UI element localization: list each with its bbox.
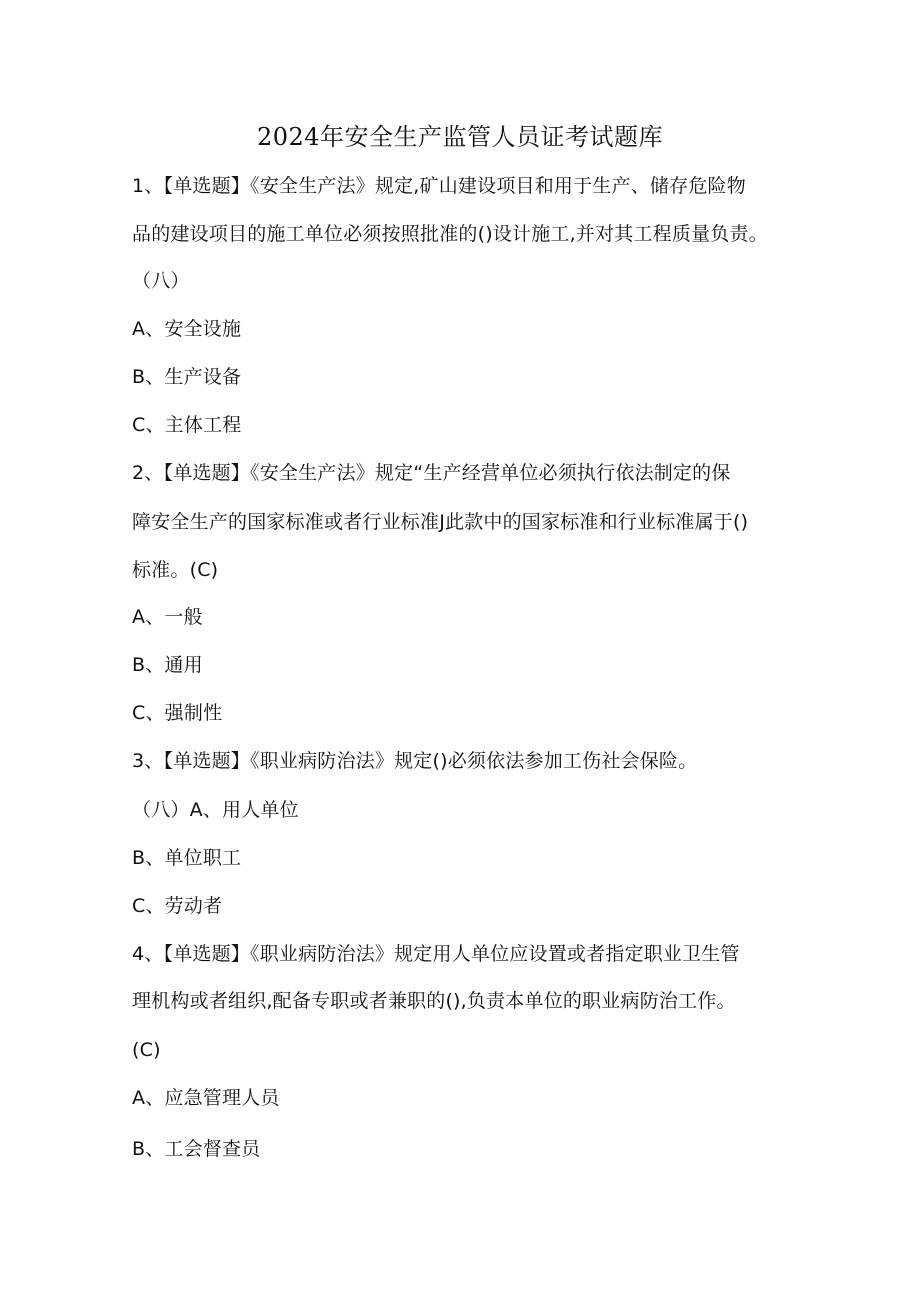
question-1-option-c: C、主体工程 (132, 414, 242, 436)
question-4-answer: (C) (132, 1039, 161, 1061)
question-1-option-b: B、生产设备 (132, 366, 242, 388)
question-3-option-b: B、单位职工 (132, 847, 242, 869)
page-title: 2024年安全生产监管人员证考试题库 (256, 123, 664, 151)
question-2-option-b: B、通用 (132, 654, 203, 676)
question-2-stem-line-2: 障安全生产的国家标准或者行业标准J此款中的国家标准和行业标准属于() (132, 511, 749, 533)
question-1-answer: （八） (132, 270, 190, 292)
question-1-stem-line-1: 1、【单选题】《安全生产法》规定,矿山建设项目和用于生产、储存危险物 (132, 175, 746, 197)
question-1-option-a: A、安全设施 (132, 318, 242, 340)
question-1-stem-line-2: 品的建设项目的施工单位必须按照批准的()设计施工,并对其工程质量负责。 (132, 223, 768, 245)
question-3-option-c: C、劳动者 (132, 895, 223, 917)
question-4-option-a: A、应急管理人员 (132, 1087, 280, 1109)
question-4-stem-line-1: 4、【单选题】《职业病防治法》规定用人单位应设置或者指定职业卫生管 (132, 943, 740, 965)
question-4-stem-line-2: 理机构或者组织,配备专职或者兼职的(),负责本单位的职业病防治工作。 (132, 990, 736, 1012)
question-2-option-a: A、一般 (132, 606, 203, 628)
question-2-stem-line-3: 标准。(C) (132, 559, 219, 581)
question-3-answer-option-a: （八）A、用人单位 (132, 799, 299, 821)
question-3-stem: 3、【单选题】《职业病防治法》规定()必须依法参加工伤社会保险。 (132, 750, 698, 772)
question-4-option-b: B、工会督查员 (132, 1138, 261, 1160)
question-2-stem-line-1: 2、【单选题】《安全生产法》规定“生产经营单位必须执行依法制定的保 (132, 462, 731, 484)
question-2-option-c: C、强制性 (132, 702, 223, 724)
